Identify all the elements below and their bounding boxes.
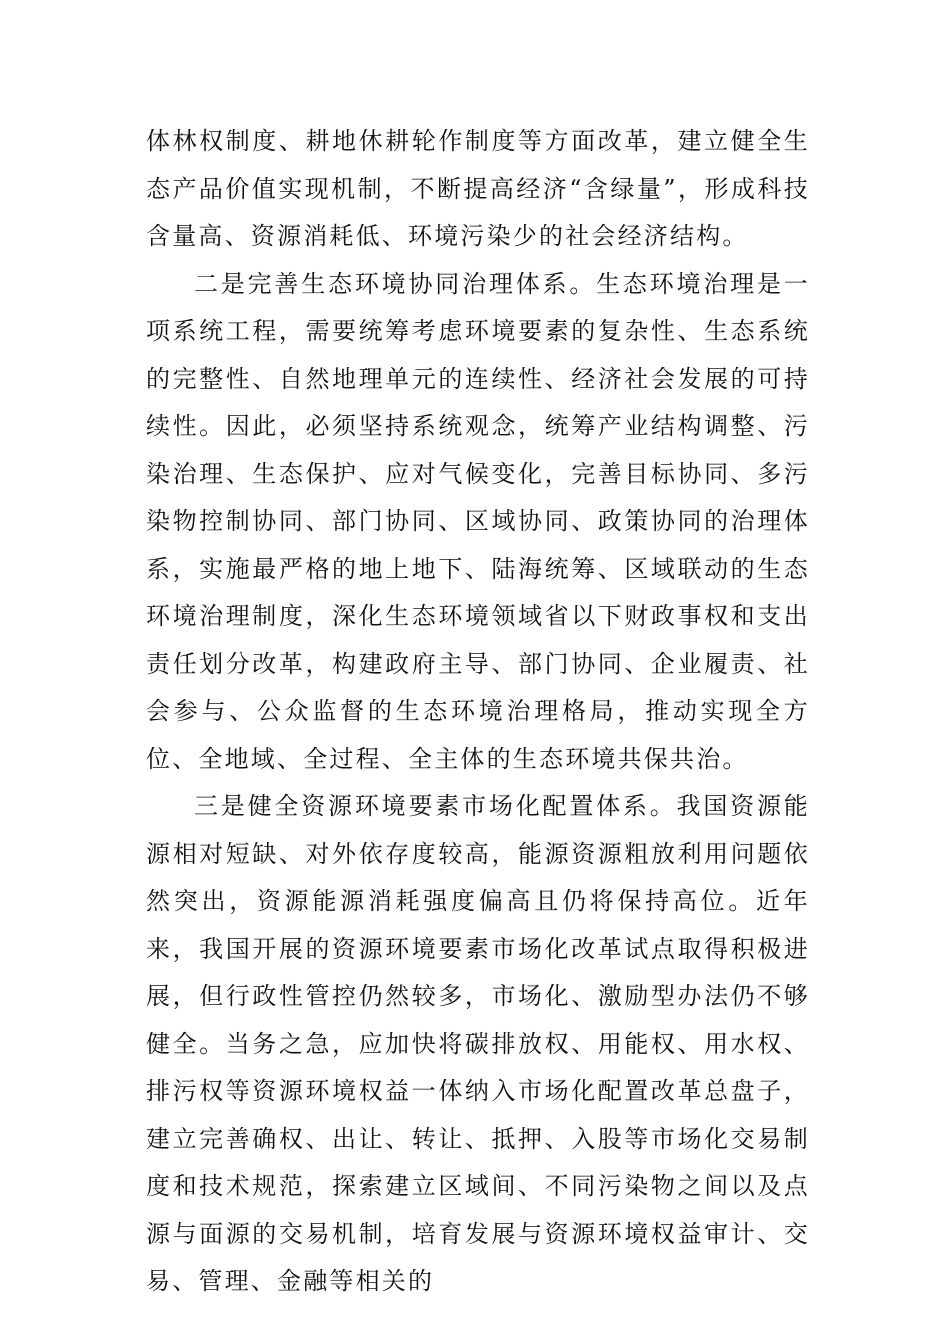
paragraph-ecological-governance: 二是完善生态环境协同治理体系。生态环境治理是一项系统工程，需要统筹考虑环境要素的复杂性、生态系统的完整性、自然地理单元的连续性、经济社会发展的可持续性。因此，必须坚持系统观念，统筹产业结构调整、污染治理、生态保护、应对气候变化，完善目标协同、多污染物控制协同、部门协同、区域协同、政策协同的治理体系，实施最严格的地上地下、陆海统筹、区域联动的生态环境治理制度，深化生态环境领域省以下财政事权和支出责任划分改革，构建政府主导、部门协同、企业履责、社会参与、公众监督的生态环境治理格局，推动实现全方位、全地域、全过程、全主体的生态环境共保共治。 bbox=[146, 269, 810, 773]
document-body bbox=[146, 118, 810, 1306]
paragraph-continuation: 体林权制度、耕地休耕轮作制度等方面改革，建立健全生态产品价值实现机制，不断提高经济“含绿量”，形成科技含量高、资源消耗低、环境污染少的社会经济结构。 bbox=[146, 127, 810, 250]
paragraph-resource-market: 三是健全资源环境要素市场化配置体系。我国资源能源相对短缺、对外依存度较高，能源资源粗放利用问题依然突出，资源能源消耗强度偏高且仍将保持高位。近年来，我国开展的资源环境要素市场化改革试点取得积极进展，但行政性管控仍然较多，市场化、激励型办法仍不够健全。当务之急，应加快将碳排放权、用能权、用水权、排污权等资源环境权益一体纳入市场化配置改革总盘子，建立完善确权、出让、转让、抵押、入股等市场化交易制度和技术规范，探索建立区域间、不同污染物之间以及点源与面源的交易机制，培育发展与资源环境权益审计、交易、管理、金融等相关的 bbox=[146, 792, 810, 1295]
